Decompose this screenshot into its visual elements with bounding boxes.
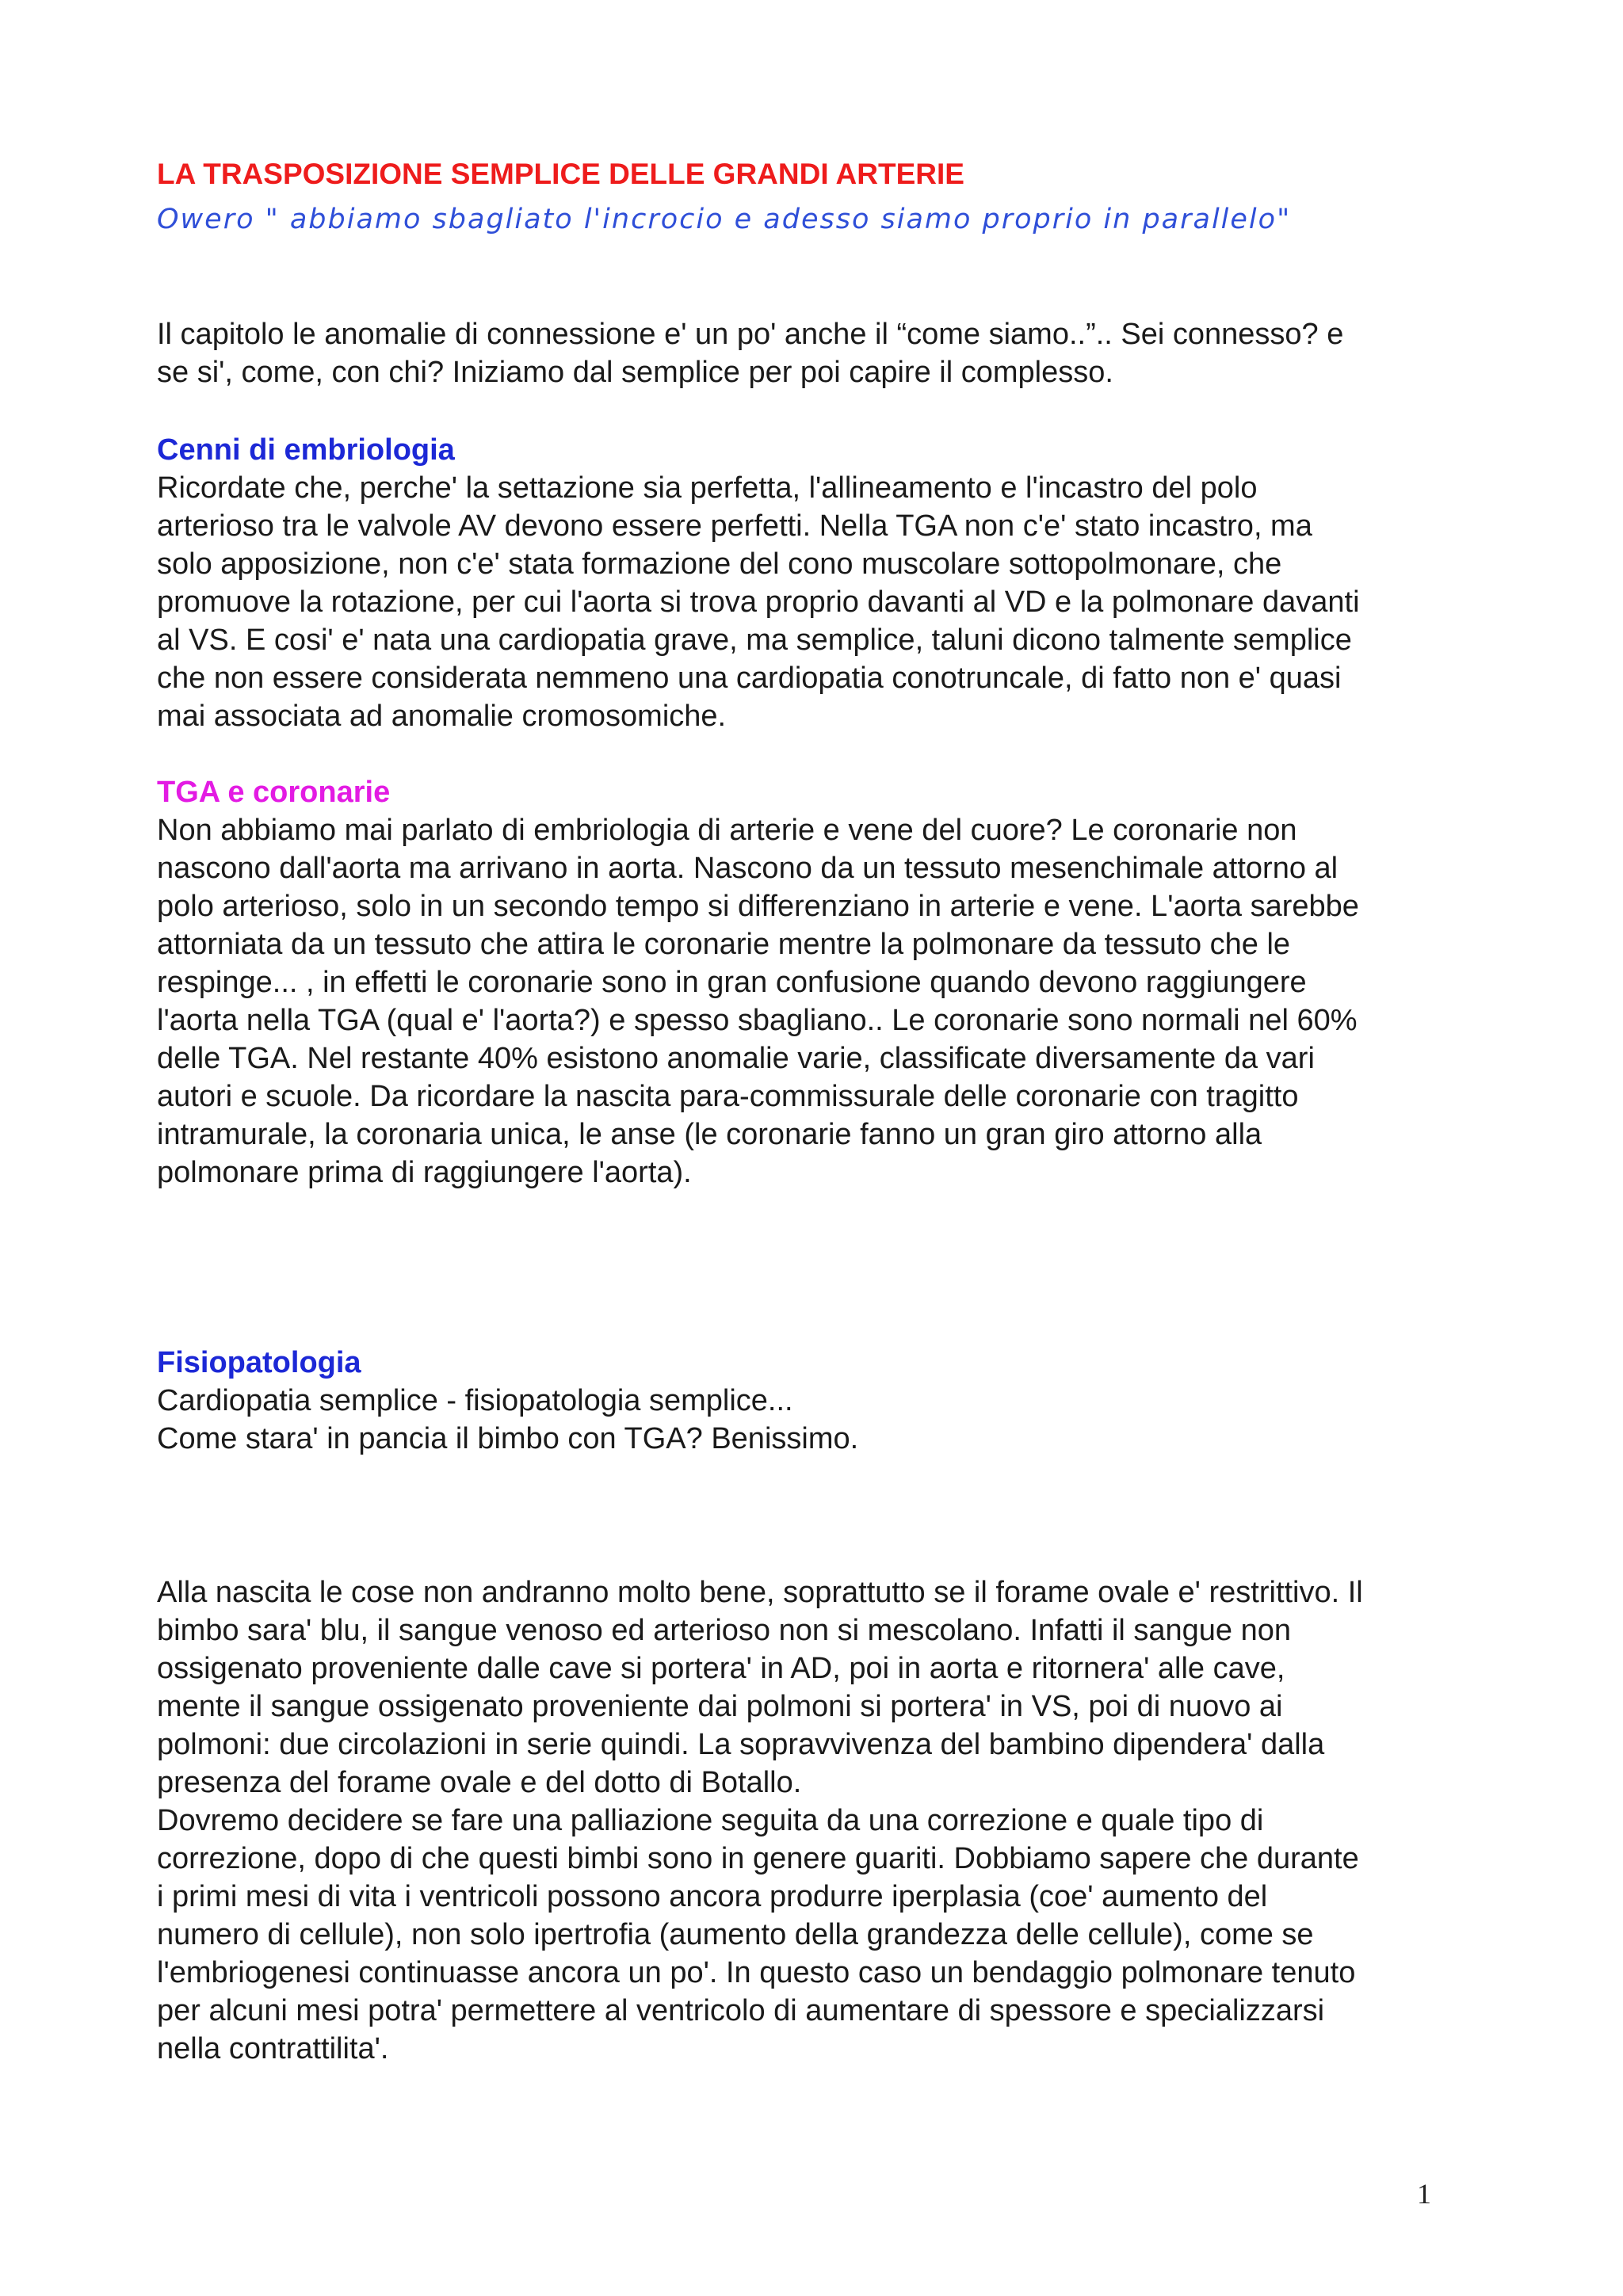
text-line: nella contrattilita'. xyxy=(157,2032,389,2065)
text-line: promuove la rotazione, per cui l'aorta si trova proprio davanti al VD e la polmonare davanti xyxy=(157,585,1360,619)
text-line: autori e scuole. Da ricordare la nascita para-commissurale delle coronarie con tragitto xyxy=(157,1080,1299,1113)
text-line: numero di cellule), non solo ipertrofia (aumento della grandezza delle cellule), come se xyxy=(157,1918,1314,1951)
text-line: per alcuni mesi potra' permettere al ventricolo di aumentare di spessore e specializzarsi xyxy=(157,1994,1325,2027)
text-line: attorniata da un tessuto che attira le coronarie mentre la polmonare da tessuto che le xyxy=(157,928,1291,961)
text-line: solo apposizione, non c'e' stata formazione del cono muscolare sottopolmonare, che xyxy=(157,547,1282,581)
section-fisiopatologia xyxy=(157,1344,1488,1458)
text-line: mai associata ad anomalie cromosomiche. xyxy=(157,700,727,733)
birth-paragraph xyxy=(157,1573,1488,2068)
text-line: presenza del forame ovale e del dotto di Botallo. xyxy=(157,1766,802,1799)
text-line: respinge... , in effetti le coronarie sono in gran confusione quando devono raggiungere xyxy=(157,966,1307,999)
text-line: polmonare prima di raggiungere l'aorta). xyxy=(157,1156,692,1189)
intro-line: se si', come, con chi? Iniziamo dal semplice per poi capire il complesso. xyxy=(157,356,1113,389)
intro-line: Il capitolo le anomalie di connessione e' un po' anche il “come siamo..”.. Sei connesso? e xyxy=(157,318,1344,351)
text-line: l'aorta nella TGA (qual e' l'aorta?) e spesso sbagliano.. Le coronarie sono normali nel 60% xyxy=(157,1004,1358,1037)
text-line: correzione, dopo di che questi bimbi sono in genere guariti. Dobbiamo sapere che durante xyxy=(157,1842,1359,1875)
section-heading: Cenni di embriologia xyxy=(157,433,455,467)
text-line: mente il sangue ossigenato proveniente dai polmoni si portera' in VS, poi di nuovo ai xyxy=(157,1690,1283,1723)
document-subtitle: Owero " abbiamo sbagliato l'incrocio e adesso siamo proprio in parallelo" xyxy=(157,204,1292,235)
text-line: i primi mesi di vita i ventricoli possono ancora produrre iperplasia (coe' aumento del xyxy=(157,1880,1268,1913)
text-line: Cardiopatia semplice - fisiopatologia semplice... xyxy=(157,1384,793,1417)
text-line: bimbo sara' blu, il sangue venoso ed arterioso non si mescolano. Infatti il sangue non xyxy=(157,1614,1292,1647)
text-line: al VS. E cosi' e' nata una cardiopatia grave, ma semplice, taluni dicono talmente semplice xyxy=(157,624,1352,657)
document-title: LA TRASPOSIZIONE SEMPLICE DELLE GRANDI ARTERIE xyxy=(157,158,964,190)
section-heading: Fisiopatologia xyxy=(157,1346,361,1379)
intro-paragraph xyxy=(157,315,1488,391)
text-line: l'embriogenesi continuasse ancora un po'. In questo caso un bendaggio polmonare tenuto xyxy=(157,1956,1356,1989)
text-line: Dovremo decidere se fare una palliazione seguita da una correzione e quale tipo di xyxy=(157,1804,1264,1837)
text-line: delle TGA. Nel restante 40% esistono anomalie varie, classificate diversamente da vari xyxy=(157,1042,1315,1075)
section-heading: TGA e coronarie xyxy=(157,776,391,809)
text-line: nascono dall'aorta ma arrivano in aorta. Nascono da un tessuto mesenchimale attorno al xyxy=(157,852,1338,885)
text-line: intramurale, la coronaria unica, le anse (le coronarie fanno un gran giro attorno alla xyxy=(157,1118,1262,1151)
page-number: 1 xyxy=(1417,2178,1431,2210)
text-line: Come stara' in pancia il bimbo con TGA? Benissimo. xyxy=(157,1422,859,1455)
text-line: ossigenato proveniente dalle cave si portera' in AD, poi in aorta e ritornera' alle cave, xyxy=(157,1652,1285,1685)
text-line: Alla nascita le cose non andranno molto bene, soprattutto se il forame ovale e' restrittivo. Il xyxy=(157,1576,1363,1609)
text-line: arterioso tra le valvole AV devono essere perfetti. Nella TGA non c'e' stato incastro, ma xyxy=(157,509,1312,543)
text-line: Ricordate che, perche' la settazione sia perfetta, l'allineamento e l'incastro del polo xyxy=(157,471,1258,505)
text-line: Non abbiamo mai parlato di embriologia di arterie e vene del cuore? Le coronarie non xyxy=(157,814,1297,847)
text-line: polmoni: due circolazioni in serie quindi. La sopravvivenza del bambino dipendera' dalla xyxy=(157,1728,1325,1761)
text-line: polo arterioso, solo in un secondo tempo si differenziano in arterie e vene. L'aorta sarebbe xyxy=(157,890,1359,923)
text-line: che non essere considerata nemmeno una cardiopatia conotruncale, di fatto non e' quasi xyxy=(157,662,1342,695)
section-embriologia xyxy=(157,431,1488,735)
section-coronarie xyxy=(157,773,1488,1192)
